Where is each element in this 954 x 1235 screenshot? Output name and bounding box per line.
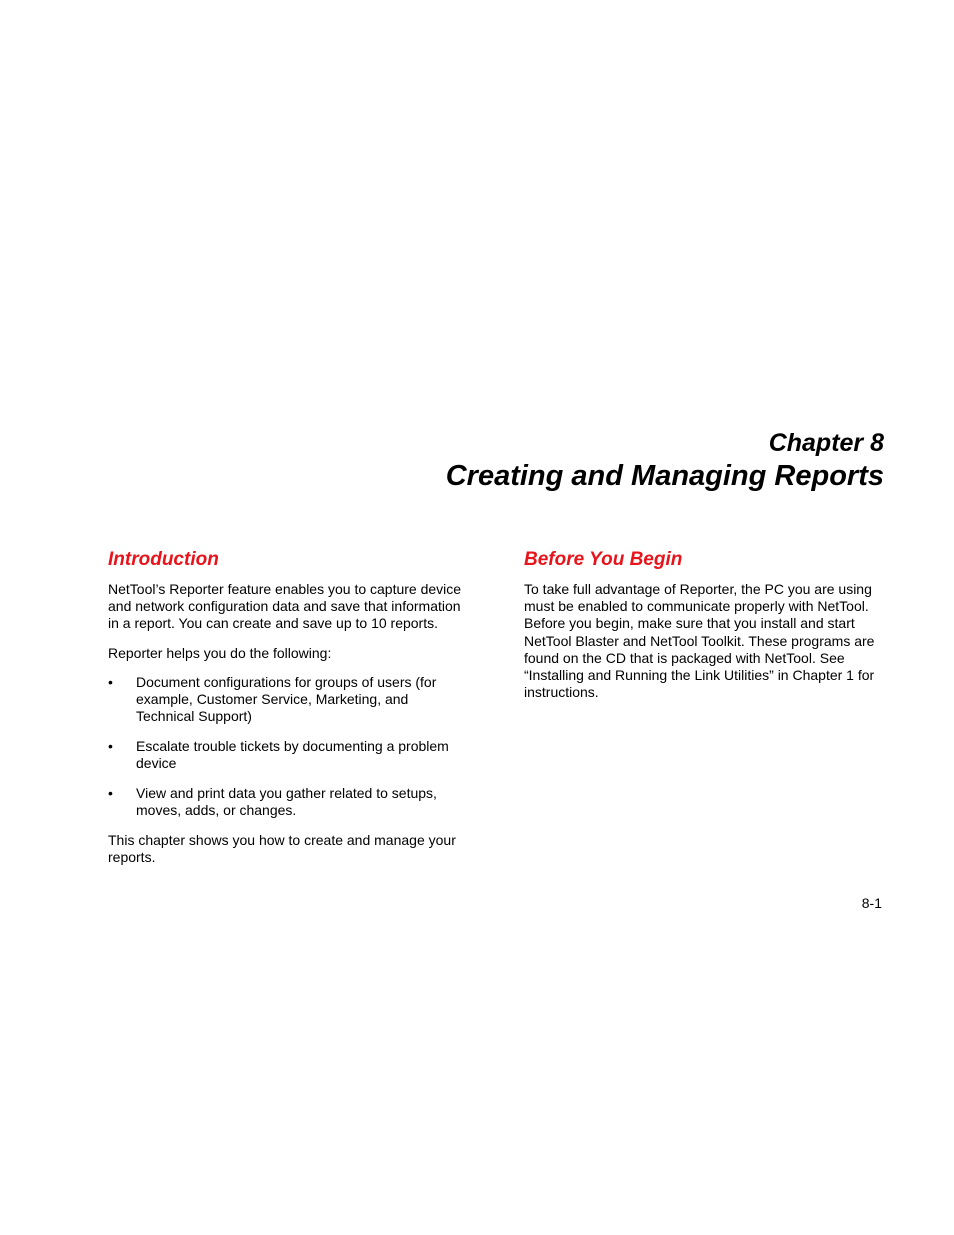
introduction-closing: This chapter shows you how to create and manage your reports. (108, 831, 456, 865)
before-you-begin-section (524, 548, 886, 713)
bullet-icon: • (108, 784, 113, 801)
bullet-icon: • (108, 673, 113, 690)
introduction-heading: Introduction (108, 549, 219, 570)
before-you-begin-paragraph: To take full advantage of Reporter, the PC you are using must be enabled to communicate properly with NetTool. Before you begin, make sure that you install and start NetTool Blaster and NetTool Toolkit. These programs are found on the CD that is packaged with NetTool. See “Installing and Running the Link Utilities” in Chapter 1 for instructions. (524, 581, 875, 701)
list-item (108, 674, 468, 726)
list-item (108, 785, 468, 819)
bullet-list (108, 674, 468, 819)
bullet-icon: • (108, 737, 113, 754)
introduction-section (108, 548, 468, 878)
list-item (108, 738, 468, 772)
introduction-paragraph: Reporter helps you do the following: (108, 644, 332, 661)
before-you-begin-heading: Before You Begin (524, 549, 683, 570)
chapter-label: Chapter 8 (768, 429, 884, 457)
list-item-text: Escalate trouble tickets by documenting a problem device (136, 737, 449, 772)
chapter-header (446, 428, 884, 494)
introduction-paragraph: NetTool’s Reporter feature enables you to capture device and network configuration data and save that information in a report. You can create and save up to 10 reports. (108, 581, 462, 632)
list-item-text: View and print data you gather related to setups, moves, adds, or changes. (136, 784, 437, 819)
chapter-title: Creating and Managing Reports (445, 460, 884, 492)
list-item-text: Document configurations for groups of users (for example, Customer Service, Marketing, and Technical Support) (136, 673, 437, 725)
page-number: 8-1 (861, 895, 882, 911)
